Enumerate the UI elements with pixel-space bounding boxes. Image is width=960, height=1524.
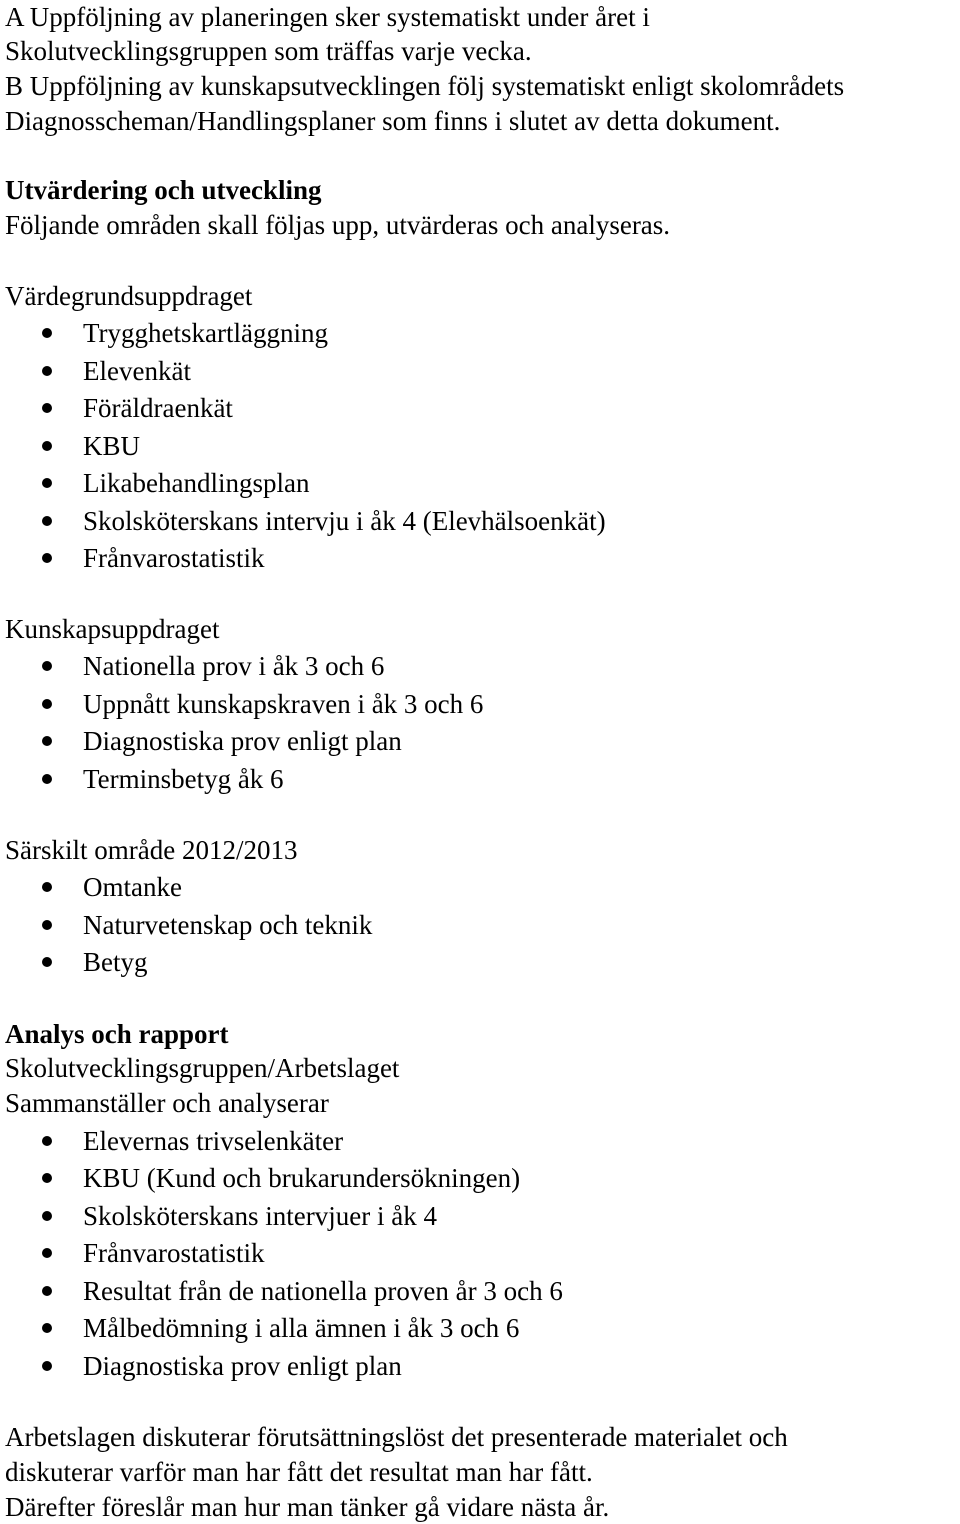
special-heading: Särskilt område 2012/2013 — [5, 835, 298, 865]
bullet-icon — [42, 478, 52, 488]
bullet-icon — [42, 1211, 52, 1221]
knowledge-heading: Kunskapsuppdraget — [5, 614, 220, 644]
intro-line-1: A Uppföljning av planeringen sker systematiskt under året i — [5, 2, 650, 32]
list-item-label: Föräldraenkät — [83, 393, 233, 423]
intro-line-4: Diagnosscheman/Handlingsplaner som finns i slutet av detta dokument. — [5, 106, 781, 136]
intro-line-3: B Uppföljning av kunskapsutvecklingen följ systematiskt enligt skolområdets — [5, 71, 845, 101]
bullet-icon — [42, 661, 52, 671]
list-item-label: Frånvarostatistik — [83, 543, 265, 573]
analysis-line-1: Skolutvecklingsgruppen/Arbetslaget — [5, 1053, 400, 1083]
list-item-label: Diagnostiska prov enligt plan — [83, 726, 402, 756]
bullet-icon — [42, 736, 52, 746]
bullet-icon — [42, 1248, 52, 1258]
bullet-icon — [42, 553, 52, 563]
closing-line-2: diskuterar varför man har fått det resultat man har fått. — [5, 1457, 593, 1487]
list-item-label: Omtanke — [83, 872, 182, 902]
bullet-icon — [42, 1173, 52, 1183]
analysis-line-2: Sammanställer och analyserar — [5, 1088, 329, 1118]
evaluation-heading: Utvärdering och utveckling — [5, 175, 322, 205]
list-item-label: Målbedömning i alla ämnen i åk 3 och 6 — [83, 1313, 520, 1343]
list-item-label: Elevernas trivselenkäter — [83, 1126, 344, 1156]
list-item-label: Likabehandlingsplan — [83, 468, 310, 498]
analysis-heading: Analys och rapport — [5, 1019, 229, 1049]
bullet-icon — [42, 920, 52, 930]
list-item-label: Frånvarostatistik — [83, 1238, 265, 1268]
list-item-label: Nationella prov i åk 3 och 6 — [83, 651, 385, 681]
list-item-label: Skolsköterskans intervjuer i åk 4 — [83, 1201, 437, 1231]
closing-line-3: Därefter föreslår man hur man tänker gå vidare nästa år. — [5, 1492, 610, 1522]
bullet-icon — [42, 1323, 52, 1333]
list-item-label: Naturvetenskap och teknik — [83, 910, 373, 940]
closing-line-1: Arbetslagen diskuterar förutsättningslöst det presenterade materialet och — [5, 1422, 788, 1452]
list-item-label: Betyg — [83, 947, 148, 977]
bullet-icon — [42, 957, 52, 967]
list-item-label: Resultat från de nationella proven år 3 och 6 — [83, 1276, 563, 1306]
evaluation-text: Följande områden skall följas upp, utvärderas och analyseras. — [5, 210, 671, 240]
values-heading: Värdegrundsuppdraget — [5, 281, 253, 311]
bullet-icon — [42, 1286, 52, 1296]
bullet-icon — [42, 699, 52, 709]
list-item-label: Terminsbetyg åk 6 — [83, 764, 284, 794]
list-item-label: KBU — [83, 431, 141, 461]
bullet-icon — [42, 366, 52, 376]
list-item-label: Trygghetskartläggning — [83, 318, 328, 348]
bullet-icon — [42, 441, 52, 451]
bullet-icon — [42, 516, 52, 526]
list-item-label: Skolsköterskans intervju i åk 4 (Elevhälsoenkät) — [83, 506, 606, 536]
list-item-label: Uppnått kunskapskraven i åk 3 och 6 — [83, 689, 484, 719]
list-item-label: Elevenkät — [83, 356, 191, 386]
list-item-label: Diagnostiska prov enligt plan — [83, 1351, 402, 1381]
bullet-icon — [42, 774, 52, 784]
intro-line-2: Skolutvecklingsgruppen som träffas varje vecka. — [5, 36, 532, 66]
list-item-label: KBU (Kund och brukarundersökningen) — [83, 1163, 521, 1193]
bullet-icon — [42, 882, 52, 892]
bullet-icon — [42, 1136, 52, 1146]
bullet-icon — [42, 1361, 52, 1371]
bullet-icon — [42, 328, 52, 338]
bullet-icon — [42, 403, 52, 413]
